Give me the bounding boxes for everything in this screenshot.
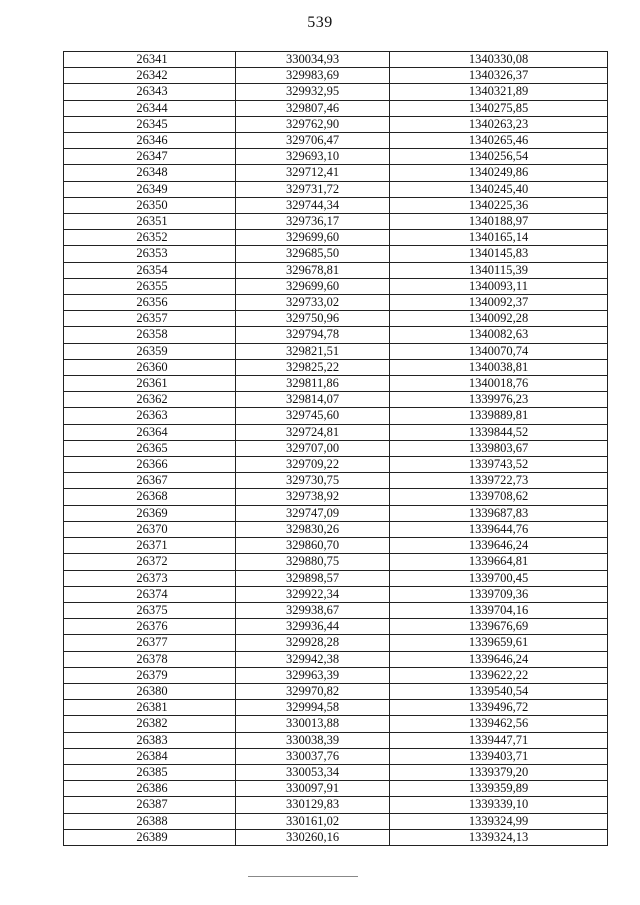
y-coordinate-cell: 1340256,54 [390,149,608,165]
y-coordinate-cell: 1340275,85 [390,100,608,116]
point-number-cell: 26364 [64,424,236,440]
point-number-cell: 26351 [64,214,236,230]
point-number-cell: 26382 [64,716,236,732]
point-number-cell: 26377 [64,635,236,651]
x-coordinate-cell: 329932,95 [236,84,390,100]
point-number-cell: 26374 [64,586,236,602]
y-coordinate-cell: 1339359,89 [390,781,608,797]
point-number-cell: 26363 [64,408,236,424]
point-number-cell: 26366 [64,457,236,473]
y-coordinate-cell: 1339324,13 [390,829,608,845]
table-row [64,295,608,311]
point-number-cell: 26370 [64,521,236,537]
table-row [64,781,608,797]
y-coordinate-cell: 1339844,52 [390,424,608,440]
y-coordinate-cell: 1340082,63 [390,327,608,343]
y-coordinate-cell: 1339722,73 [390,473,608,489]
y-coordinate-cell: 1339462,56 [390,716,608,732]
x-coordinate-cell: 329825,22 [236,359,390,375]
table-row [64,635,608,651]
y-coordinate-cell: 1339803,67 [390,440,608,456]
table-row [64,100,608,116]
x-coordinate-cell: 329699,60 [236,278,390,294]
x-coordinate-cell: 330038,39 [236,732,390,748]
y-coordinate-cell: 1339339,10 [390,797,608,813]
y-coordinate-cell: 1339324,99 [390,813,608,829]
y-coordinate-cell: 1339403,71 [390,748,608,764]
y-coordinate-cell: 1340092,37 [390,295,608,311]
point-number-cell: 26380 [64,683,236,699]
table-row [64,408,608,424]
point-number-cell: 26358 [64,327,236,343]
x-coordinate-cell: 330037,76 [236,748,390,764]
y-coordinate-cell: 1340263,23 [390,116,608,132]
y-coordinate-cell: 1339659,61 [390,635,608,651]
point-number-cell: 26347 [64,149,236,165]
x-coordinate-cell: 329922,34 [236,586,390,602]
point-number-cell: 26357 [64,311,236,327]
point-number-cell: 26341 [64,52,236,68]
x-coordinate-cell: 329747,09 [236,505,390,521]
x-coordinate-cell: 329736,17 [236,214,390,230]
point-number-cell: 26365 [64,440,236,456]
table-row [64,197,608,213]
point-number-cell: 26353 [64,246,236,262]
x-coordinate-cell: 329744,34 [236,197,390,213]
y-coordinate-cell: 1340330,08 [390,52,608,68]
x-coordinate-cell: 329938,67 [236,602,390,618]
table-row [64,716,608,732]
x-coordinate-cell: 329880,75 [236,554,390,570]
table-row [64,278,608,294]
x-coordinate-cell: 329963,39 [236,667,390,683]
y-coordinate-cell: 1340326,37 [390,68,608,84]
table-row [64,149,608,165]
x-coordinate-cell: 329706,47 [236,133,390,149]
y-coordinate-cell: 1339646,24 [390,651,608,667]
table-row [64,311,608,327]
point-number-cell: 26346 [64,133,236,149]
table-row [64,813,608,829]
x-coordinate-cell: 329738,92 [236,489,390,505]
point-number-cell: 26349 [64,181,236,197]
point-number-cell: 26350 [64,197,236,213]
x-coordinate-cell: 330097,91 [236,781,390,797]
table-row [64,457,608,473]
coordinates-table [63,51,608,846]
y-coordinate-cell: 1340245,40 [390,181,608,197]
table-row [64,683,608,699]
y-coordinate-cell: 1340018,76 [390,376,608,392]
table-row [64,359,608,375]
y-coordinate-cell: 1339889,81 [390,408,608,424]
table-row [64,376,608,392]
point-number-cell: 26352 [64,230,236,246]
x-coordinate-cell: 329762,90 [236,116,390,132]
point-number-cell: 26354 [64,262,236,278]
coordinates-table-body [64,52,608,846]
point-number-cell: 26344 [64,100,236,116]
x-coordinate-cell: 330260,16 [236,829,390,845]
y-coordinate-cell: 1340249,86 [390,165,608,181]
x-coordinate-cell: 329811,86 [236,376,390,392]
x-coordinate-cell: 330034,93 [236,52,390,68]
x-coordinate-cell: 329814,07 [236,392,390,408]
x-coordinate-cell: 329709,22 [236,457,390,473]
table-row [64,440,608,456]
y-coordinate-cell: 1340225,36 [390,197,608,213]
table-row [64,586,608,602]
x-coordinate-cell: 329731,72 [236,181,390,197]
table-row [64,797,608,813]
table-row [64,133,608,149]
table-row [64,181,608,197]
y-coordinate-cell: 1339700,45 [390,570,608,586]
table-row [64,619,608,635]
table-row [64,554,608,570]
y-coordinate-cell: 1340265,46 [390,133,608,149]
point-number-cell: 26372 [64,554,236,570]
table-row [64,651,608,667]
x-coordinate-cell: 329750,96 [236,311,390,327]
table-row [64,505,608,521]
point-number-cell: 26379 [64,667,236,683]
x-coordinate-cell: 329794,78 [236,327,390,343]
x-coordinate-cell: 329745,60 [236,408,390,424]
y-coordinate-cell: 1340321,89 [390,84,608,100]
y-coordinate-cell: 1339646,24 [390,538,608,554]
x-coordinate-cell: 330129,83 [236,797,390,813]
point-number-cell: 26371 [64,538,236,554]
x-coordinate-cell: 329693,10 [236,149,390,165]
x-coordinate-cell: 329730,75 [236,473,390,489]
point-number-cell: 26345 [64,116,236,132]
table-row [64,602,608,618]
table-row [64,538,608,554]
x-coordinate-cell: 329821,51 [236,343,390,359]
point-number-cell: 26373 [64,570,236,586]
point-number-cell: 26360 [64,359,236,375]
y-coordinate-cell: 1339664,81 [390,554,608,570]
table-row [64,52,608,68]
table-row [64,343,608,359]
y-coordinate-cell: 1339447,71 [390,732,608,748]
y-coordinate-cell: 1339743,52 [390,457,608,473]
y-coordinate-cell: 1339704,16 [390,602,608,618]
y-coordinate-cell: 1339976,23 [390,392,608,408]
table-row [64,473,608,489]
point-number-cell: 26342 [64,68,236,84]
y-coordinate-cell: 1339496,72 [390,700,608,716]
point-number-cell: 26369 [64,505,236,521]
table-row [64,68,608,84]
x-coordinate-cell: 329678,81 [236,262,390,278]
y-coordinate-cell: 1340070,74 [390,343,608,359]
table-row [64,84,608,100]
x-coordinate-cell: 329936,44 [236,619,390,635]
table-row [64,700,608,716]
x-coordinate-cell: 329807,46 [236,100,390,116]
point-number-cell: 26343 [64,84,236,100]
x-coordinate-cell: 329685,50 [236,246,390,262]
y-coordinate-cell: 1340092,28 [390,311,608,327]
x-coordinate-cell: 330161,02 [236,813,390,829]
x-coordinate-cell: 329898,57 [236,570,390,586]
point-number-cell: 26387 [64,797,236,813]
table-row [64,829,608,845]
y-coordinate-cell: 1339540,54 [390,683,608,699]
x-coordinate-cell: 329724,81 [236,424,390,440]
point-number-cell: 26385 [64,764,236,780]
x-coordinate-cell: 330053,34 [236,764,390,780]
x-coordinate-cell: 329712,41 [236,165,390,181]
y-coordinate-cell: 1339708,62 [390,489,608,505]
point-number-cell: 26348 [64,165,236,181]
y-coordinate-cell: 1339676,69 [390,619,608,635]
y-coordinate-cell: 1340093,11 [390,278,608,294]
x-coordinate-cell: 329707,00 [236,440,390,456]
point-number-cell: 26375 [64,602,236,618]
x-coordinate-cell: 329942,38 [236,651,390,667]
table-row [64,748,608,764]
point-number-cell: 26359 [64,343,236,359]
point-number-cell: 26384 [64,748,236,764]
point-number-cell: 26355 [64,278,236,294]
x-coordinate-cell: 329970,82 [236,683,390,699]
y-coordinate-cell: 1340165,14 [390,230,608,246]
y-coordinate-cell: 1339687,83 [390,505,608,521]
x-coordinate-cell: 329830,26 [236,521,390,537]
y-coordinate-cell: 1340188,97 [390,214,608,230]
y-coordinate-cell: 1339622,22 [390,667,608,683]
point-number-cell: 26383 [64,732,236,748]
table-row [64,732,608,748]
point-number-cell: 26389 [64,829,236,845]
point-number-cell: 26386 [64,781,236,797]
table-row [64,327,608,343]
table-row [64,230,608,246]
y-coordinate-cell: 1339709,36 [390,586,608,602]
x-coordinate-cell: 329983,69 [236,68,390,84]
table-row [64,392,608,408]
table-row [64,165,608,181]
bottom-rule [248,876,358,877]
x-coordinate-cell: 330013,88 [236,716,390,732]
point-number-cell: 26368 [64,489,236,505]
table-row [64,570,608,586]
point-number-cell: 26367 [64,473,236,489]
table-row [64,116,608,132]
y-coordinate-cell: 1339644,76 [390,521,608,537]
table-row [64,667,608,683]
table-row [64,262,608,278]
table-row [64,246,608,262]
y-coordinate-cell: 1340038,81 [390,359,608,375]
point-number-cell: 26356 [64,295,236,311]
x-coordinate-cell: 329699,60 [236,230,390,246]
x-coordinate-cell: 329928,28 [236,635,390,651]
point-number-cell: 26381 [64,700,236,716]
point-number-cell: 26361 [64,376,236,392]
table-row [64,521,608,537]
x-coordinate-cell: 329860,70 [236,538,390,554]
point-number-cell: 26376 [64,619,236,635]
point-number-cell: 26378 [64,651,236,667]
x-coordinate-cell: 329994,58 [236,700,390,716]
table-row [64,214,608,230]
y-coordinate-cell: 1339379,20 [390,764,608,780]
table-row [64,764,608,780]
table-row [64,424,608,440]
point-number-cell: 26388 [64,813,236,829]
y-coordinate-cell: 1340145,83 [390,246,608,262]
y-coordinate-cell: 1340115,39 [390,262,608,278]
table-row [64,489,608,505]
x-coordinate-cell: 329733,02 [236,295,390,311]
page-number: 539 [307,14,333,31]
point-number-cell: 26362 [64,392,236,408]
